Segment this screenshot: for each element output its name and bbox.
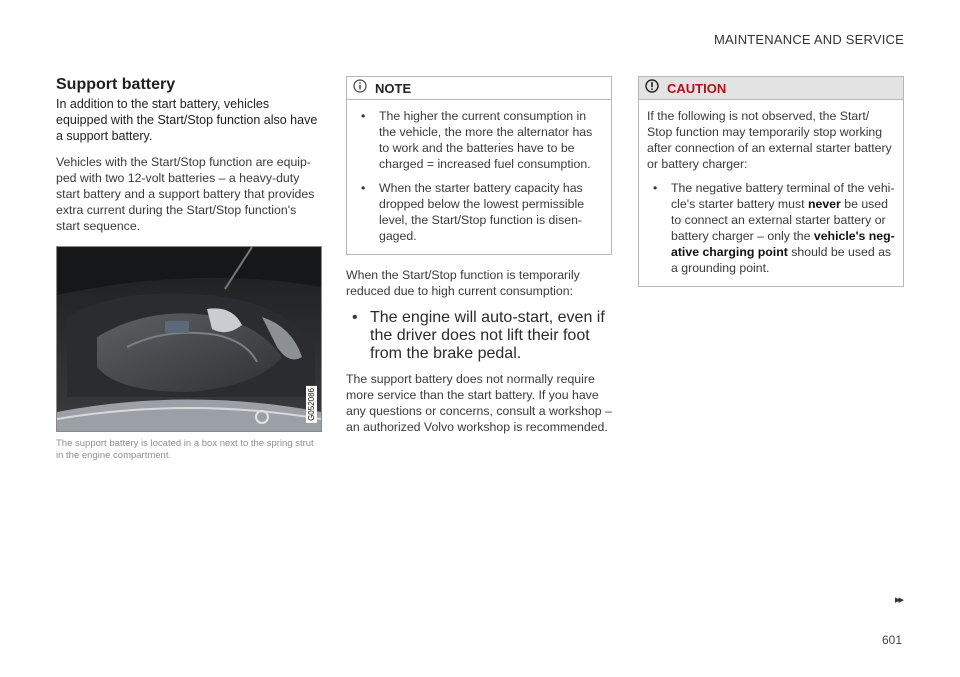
- body-paragraph: Vehicles with the Start/Stop function are equip-ped with two 12-volt batteries – a heavy-duty start battery and a support battery that provides extra current during the Start/Stop function's start sequence.: [56, 155, 315, 233]
- note-item: • When the starter battery capacity has dropped below the lowest permissible level, the Start/Stop function is disen-gaged.: [355, 180, 603, 244]
- middle-text: [346, 267, 612, 435]
- middle-body: The support battery does not normally require more service than the start battery. If you have any questions or concerns, consult a workshop – an authorized Volvo workshop is recommended.: [346, 372, 612, 434]
- middle-intro: When the Start/Stop function is temporarily reduced due to high current consumption:: [346, 268, 580, 298]
- left-column: [56, 76, 322, 462]
- caution-text-part2: be used to connect an external starter battery or battery charger – only the: [671, 197, 888, 243]
- caution-box: [638, 76, 904, 287]
- note-header: [347, 77, 611, 100]
- page-number: 601: [881, 633, 902, 647]
- caution-item: [647, 180, 895, 276]
- warning-icon: [645, 79, 659, 98]
- double-chevron-right-icon: ▸▸: [894, 594, 902, 606]
- photo-code: G052086: [307, 388, 316, 421]
- caution-emphasis-never: never: [807, 197, 841, 211]
- caution-title: CAUTION: [667, 80, 727, 96]
- note-item: • The higher the current consumption in the vehicle, the more the alternator has to work and the batteries have to be charged = increased fuel consumption.: [355, 108, 603, 172]
- photo-caption: The support battery is located in a box next to the spring strut in the engine compartment.: [56, 438, 314, 461]
- engine-compartment-photo: [56, 246, 322, 432]
- section-header: MAINTENANCE AND SERVICE: [713, 32, 904, 47]
- caution-text-part3: should be used as a grounding point.: [671, 245, 892, 275]
- note-title: NOTE: [375, 80, 412, 96]
- note-body: [347, 100, 611, 254]
- note-box: [346, 76, 612, 255]
- caution-text-part1: The negative battery terminal of the vehi-cle's starter battery must: [671, 181, 895, 211]
- caution-intro: If the following is not observed, the Start/ Stop function may temporarily stop working after connection of an external starter battery or battery charger:: [647, 109, 892, 171]
- right-column: [638, 76, 904, 287]
- caution-emphasis-charging-point: vehicle's neg-ative charging point: [671, 229, 895, 259]
- info-icon: [353, 79, 367, 98]
- caution-header: [639, 77, 903, 100]
- middle-list-item: • The engine will auto-start, even if the driver does not lift their foot from the brake pedal.: [346, 309, 612, 363]
- caution-body: [639, 100, 903, 286]
- section-title: Support battery: [56, 76, 176, 93]
- middle-column: [346, 76, 612, 445]
- lead-paragraph: In addition to the start battery, vehicles equipped with the Start/Stop function also have a support battery.: [56, 97, 318, 143]
